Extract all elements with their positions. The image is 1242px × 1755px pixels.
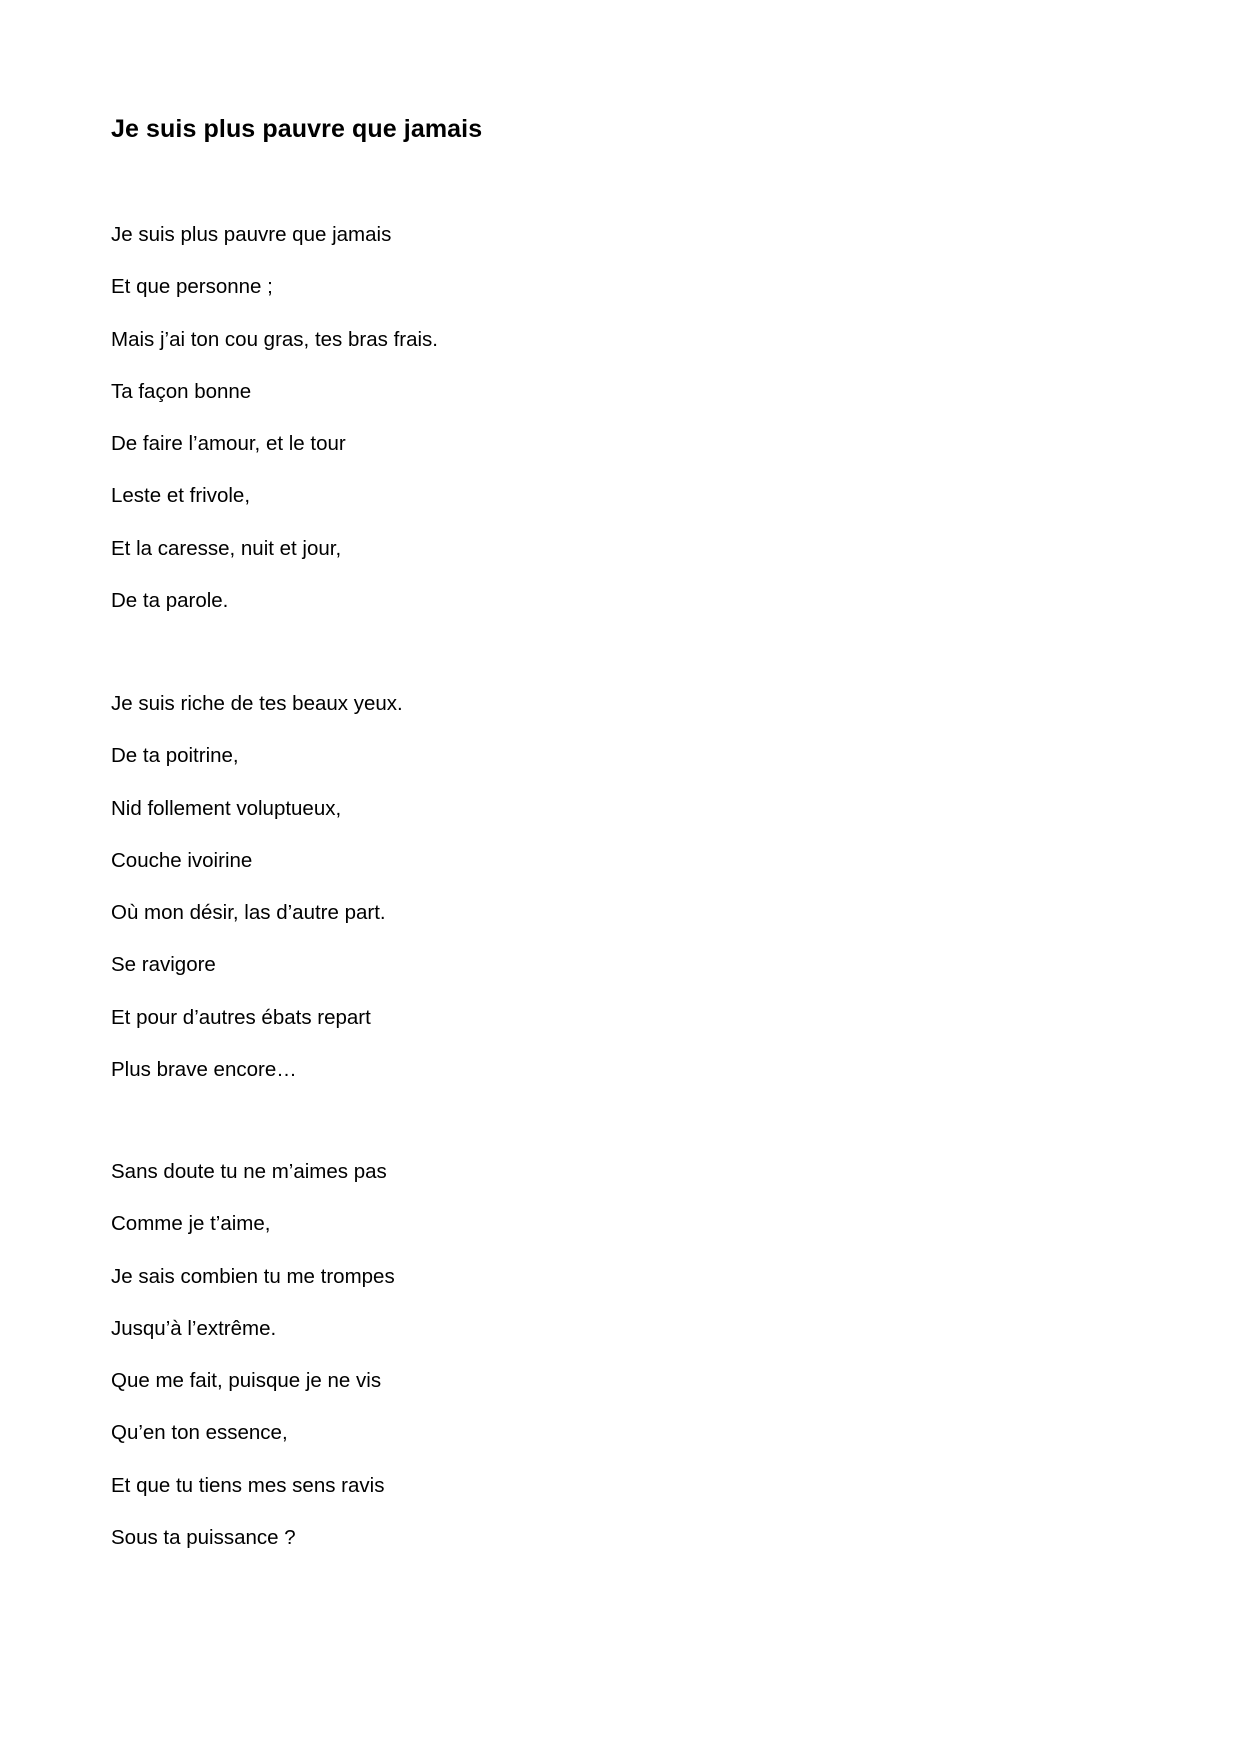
verse-line: De ta poitrine, — [111, 744, 239, 768]
verse-line: Ta façon bonne — [111, 379, 252, 403]
verse-line: Et que personne ; — [111, 275, 273, 299]
verse-line: Comme je t’aime, — [111, 1212, 271, 1236]
verse-line: Sous ta puissance ? — [111, 1526, 296, 1550]
verse-line: Se ravigore — [111, 953, 216, 977]
verse-line: Et la caresse, nuit et jour, — [111, 536, 342, 560]
verse-line: Couche ivoirine — [111, 848, 253, 872]
verse-line: De faire l’amour, et le tour — [111, 432, 346, 456]
verse-line: Leste et frivole, — [111, 484, 251, 508]
verse-line: Que me fait, puisque je ne vis — [111, 1369, 382, 1393]
verse-line: Nid follement voluptueux, — [111, 796, 342, 820]
stanza-3 — [111, 1157, 395, 1575]
verse-line: Je suis riche de tes beaux yeux. — [111, 692, 403, 715]
verse-line: Jusqu’à l’extrême. — [111, 1316, 277, 1340]
verse-line: Et que tu tiens mes sens ravis — [111, 1473, 385, 1497]
stanza-2 — [111, 689, 403, 1107]
verse-line: Je sais combien tu me trompes — [111, 1264, 395, 1288]
verse-line: Et pour d’autres ébats repart — [111, 1005, 371, 1029]
verse-line: De ta parole. — [111, 589, 229, 613]
verse-line: Qu’en ton essence, — [111, 1421, 288, 1445]
verse-line: Plus brave encore… — [111, 1058, 297, 1082]
poem-title: Je suis plus pauvre que jamais — [111, 115, 483, 143]
verse-line: Je suis plus pauvre que jamais — [111, 223, 392, 246]
stanza-1 — [111, 220, 438, 638]
verse-line: Mais j’ai ton cou gras, tes bras frais. — [111, 327, 438, 351]
verse-line: Où mon désir, las d’autre part. — [111, 901, 386, 925]
verse-line: Sans doute tu ne m’aimes pas — [111, 1160, 387, 1183]
